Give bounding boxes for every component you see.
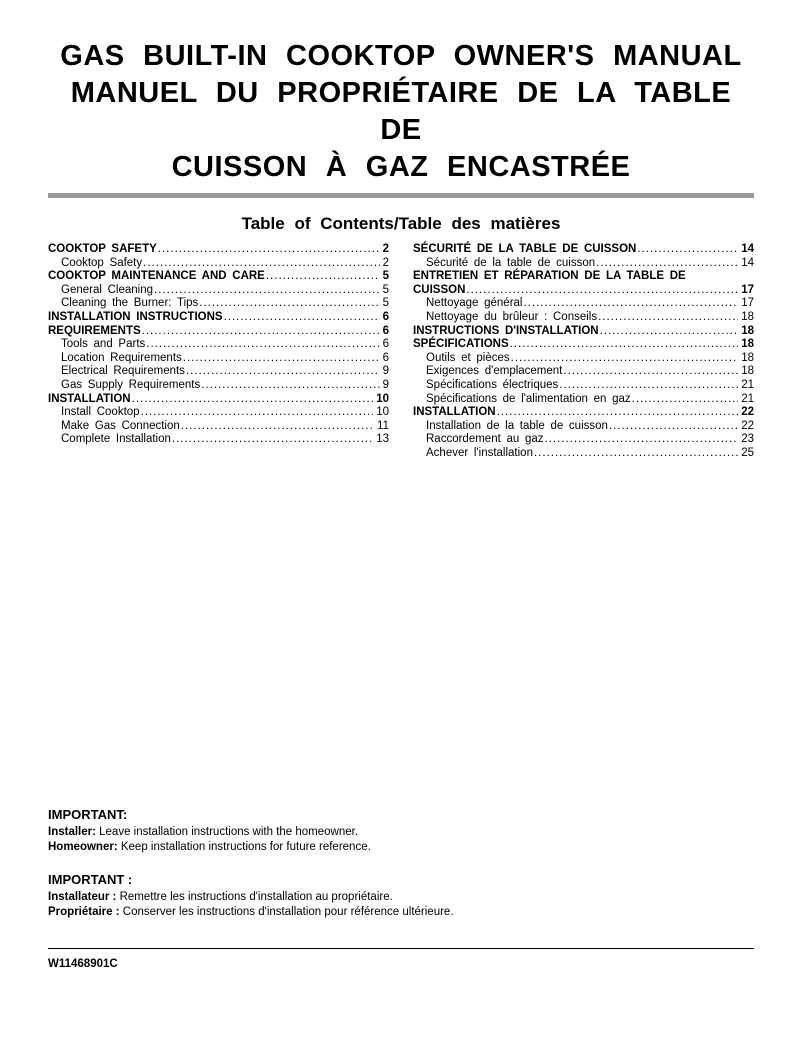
- toc-leader-dots: [154, 284, 380, 298]
- toc-entry-label: Sécurité de la table de cuisson: [426, 256, 596, 269]
- toc-leader-dots: [637, 243, 738, 257]
- notice-line: [48, 905, 754, 921]
- toc-entry-label: Cooktop Safety: [61, 256, 143, 269]
- toc-entry: [48, 406, 389, 420]
- toc-entry-page: 22: [741, 406, 754, 419]
- toc-leader-dots: [142, 325, 380, 339]
- toc-entry-label: Outils et pièces: [426, 351, 510, 364]
- toc-leader-dots: [632, 393, 739, 407]
- toc-entry-page: 9: [382, 378, 389, 391]
- toc-entry-label: Nettoyage général: [426, 297, 523, 310]
- toc-entry-label: INSTALLATION INSTRUCTIONS: [48, 310, 223, 323]
- toc-entry: [48, 311, 389, 325]
- toc-leader-dots: [511, 352, 739, 366]
- toc-entry-page: 14: [741, 243, 754, 255]
- toc-entry-page: 18: [741, 351, 754, 364]
- toc-entry-page: 5: [382, 283, 389, 296]
- toc-leader-dots: [534, 447, 738, 461]
- toc-leader-dots: [186, 365, 380, 379]
- toc-entry-label: Spécifications de l'alimentation en gaz: [426, 392, 631, 405]
- toc-entry-label: SÉCURITÉ DE LA TABLE DE CUISSON: [413, 243, 637, 255]
- toc-entry: [413, 257, 754, 271]
- notice-line: [48, 840, 754, 856]
- part-number: W11468901C: [48, 957, 118, 970]
- toc-leader-dots: [609, 420, 738, 434]
- toc-leader-dots: [559, 379, 738, 393]
- toc-entry-label: CUISSON: [413, 283, 466, 296]
- toc-entry: [48, 284, 389, 298]
- notice-english: [48, 807, 754, 856]
- notice-line-prefix: Homeowner:: [48, 841, 118, 853]
- toc-entry: [413, 311, 754, 325]
- toc-entry-page: 14: [741, 256, 754, 269]
- toc-entry: [48, 325, 389, 339]
- toc-entry-label: Spécifications électriques: [426, 378, 559, 391]
- toc-entry-label: Nettoyage du brûleur : Conseils: [426, 310, 598, 323]
- toc-entry-label: General Cleaning: [61, 283, 154, 296]
- toc-entry-page: 17: [741, 297, 754, 310]
- toc-entry-label: INSTALLATION: [48, 392, 131, 405]
- toc-entry: [413, 379, 754, 393]
- notice-heading-en: IMPORTANT:: [48, 806, 128, 822]
- toc-entry: [413, 325, 754, 339]
- toc-entry-page: 6: [382, 351, 389, 364]
- toc-entry-label: Install Cooktop: [61, 406, 140, 419]
- toc-entry: [413, 433, 754, 447]
- toc-entry: [48, 243, 389, 257]
- toc-entry-label: Complete Installation: [61, 433, 171, 446]
- toc-leader-dots: [224, 311, 380, 325]
- title-line-2: MANUEL DU PROPRIÉTAIRE DE LA TABLE DE: [70, 77, 732, 146]
- toc-leader-dots: [146, 338, 379, 352]
- notice-line-prefix: Installateur :: [48, 890, 117, 903]
- notice-line-text: Remettre les instructions d'installation au propriétaire.: [116, 890, 393, 903]
- toc-entry-label: Location Requirements: [61, 351, 182, 364]
- toc-entry-label: Installation de la table de cuisson: [426, 419, 608, 432]
- notice-line-prefix: Propriétaire :: [48, 906, 120, 918]
- toc-entry-page: 18: [741, 310, 754, 323]
- toc-entry: [413, 243, 754, 257]
- footer-divider-rule: [48, 948, 754, 949]
- toc-entry: [48, 420, 389, 434]
- toc-entry-page: 9: [382, 365, 389, 378]
- toc-leader-dots: [545, 433, 739, 447]
- toc-entry-page: 10: [376, 392, 389, 405]
- toc-entry: [48, 338, 389, 352]
- toc-entry-page: 6: [382, 310, 389, 323]
- notice-lines-fr: [48, 890, 754, 921]
- toc-leader-dots: [183, 352, 380, 366]
- toc-leader-dots: [600, 325, 739, 339]
- toc-entry-page: 11: [377, 419, 389, 432]
- toc-entry: [413, 284, 754, 298]
- notice-line-text: Keep installation instructions for future reference.: [117, 841, 371, 853]
- toc-leader-dots: [158, 243, 380, 257]
- toc-entry-page: 17: [741, 283, 754, 296]
- toc-leader-dots: [141, 406, 374, 420]
- toc-leader-dots: [510, 338, 739, 352]
- toc-entry: [413, 420, 754, 434]
- toc-leader-dots: [199, 297, 379, 311]
- toc-entry: [48, 297, 389, 311]
- toc-entry: [413, 447, 754, 461]
- toc-entry: [413, 270, 754, 284]
- notice-line: [48, 890, 754, 906]
- title-line-3: CUISSON À GAZ ENCASTRÉE: [171, 151, 631, 183]
- toc-entry-label: Make Gas Connection: [61, 419, 180, 432]
- toc-entry: [48, 352, 389, 366]
- toc-columns: [48, 243, 754, 461]
- toc-entry-page: 5: [382, 270, 389, 283]
- toc-entry: [413, 297, 754, 311]
- toc-entry-page: 13: [376, 433, 389, 446]
- notice-heading-fr: IMPORTANT :: [48, 871, 133, 887]
- notice-line-text: Conserver les instructions d'installation pour référence ultérieure.: [119, 906, 454, 918]
- title-divider-rule: [48, 193, 754, 198]
- toc-entry-page: 6: [382, 338, 389, 351]
- toc-entry-page: 2: [382, 256, 389, 269]
- toc-entry-page: 23: [741, 433, 754, 446]
- toc-leader-dots: [497, 406, 739, 420]
- toc-entry-label: REQUIREMENTS: [48, 324, 141, 337]
- toc-entry-label: INSTRUCTIONS D'INSTALLATION: [413, 324, 599, 337]
- toc-entry-label: Raccordement au gaz: [426, 433, 544, 446]
- toc-entry-page: 21: [741, 378, 754, 391]
- toc-entry-label: Achever l'installation: [426, 446, 533, 459]
- toc-entry-label: INSTALLATION: [413, 406, 496, 419]
- toc-entry: [413, 365, 754, 379]
- toc-leader-dots: [598, 311, 738, 325]
- toc-entry: [413, 406, 754, 420]
- toc-entry-page: 10: [376, 406, 389, 419]
- important-notices: [48, 807, 754, 921]
- toc-leader-dots: [132, 393, 374, 407]
- toc-entry-page: 25: [741, 446, 754, 459]
- toc-leader-dots: [143, 257, 379, 271]
- toc-leader-dots: [596, 257, 738, 271]
- toc-entry: [48, 433, 389, 447]
- title-line-1: GAS BUILT-IN COOKTOP OWNER'S MANUAL: [60, 40, 742, 72]
- toc-leader-dots: [181, 420, 374, 434]
- toc-entry: [48, 365, 389, 379]
- toc-leader-dots: [523, 297, 738, 311]
- toc-entry-label: Exigences d'emplacement: [426, 365, 563, 378]
- toc-entry-page: 18: [741, 338, 754, 351]
- toc-entry: [48, 270, 389, 284]
- toc-entry-page: 5: [382, 297, 389, 310]
- toc-entry-page: 22: [741, 419, 754, 432]
- toc-leader-dots: [201, 379, 379, 393]
- toc-entry: [413, 352, 754, 366]
- toc-entry: [48, 257, 389, 271]
- notice-line: [48, 825, 754, 841]
- toc-leader-dots: [266, 270, 380, 284]
- toc-column-english: [48, 243, 389, 461]
- toc-entry-page: 2: [382, 243, 389, 255]
- toc-entry: [413, 393, 754, 407]
- toc-entry-page: 6: [382, 324, 389, 337]
- notice-line-text: Leave installation instructions with the homeowner.: [95, 825, 359, 838]
- toc-entry-label: COOKTOP SAFETY: [48, 243, 157, 255]
- toc-entry-label: Cleaning the Burner: Tips: [61, 297, 199, 310]
- toc-leader-dots: [466, 284, 738, 298]
- toc-entry-label: ENTRETIEN ET RÉPARATION DE LA TABLE DE: [413, 270, 686, 283]
- toc-entry-page: 18: [741, 365, 754, 378]
- toc-entry-page: 21: [741, 392, 754, 405]
- toc-leader-dots: [563, 365, 738, 379]
- toc-entry-label: Tools and Parts: [61, 338, 146, 351]
- toc-entry: [48, 379, 389, 393]
- toc-entry-label: Electrical Requirements: [61, 365, 185, 378]
- toc-entry: [413, 338, 754, 352]
- toc-column-french: [413, 243, 754, 461]
- toc-entry: [48, 393, 389, 407]
- toc-heading: Table of Contents/Table des matières: [241, 214, 561, 233]
- notice-lines-en: [48, 825, 754, 856]
- toc-entry-label: COOKTOP MAINTENANCE AND CARE: [48, 270, 265, 283]
- toc-entry-label: SPÉCIFICATIONS: [413, 338, 509, 351]
- toc-entry-page: 18: [741, 324, 754, 337]
- toc-leader-dots: [172, 433, 373, 447]
- notice-french: [48, 872, 754, 921]
- document-title: [48, 38, 754, 186]
- toc-entry-label: Gas Supply Requirements: [61, 378, 201, 391]
- notice-line-prefix: Installer:: [48, 825, 96, 838]
